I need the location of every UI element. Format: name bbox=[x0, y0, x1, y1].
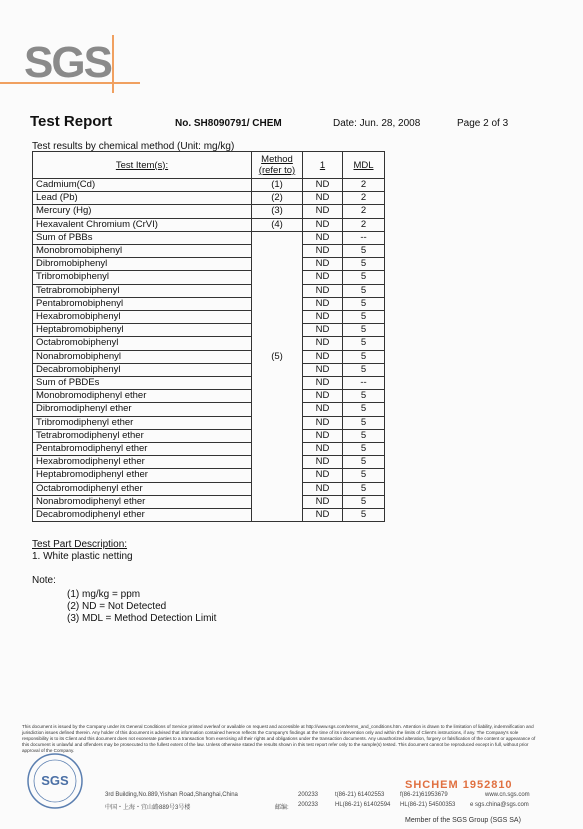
table-row bbox=[33, 403, 385, 416]
report-title: Test Report bbox=[30, 113, 113, 130]
cell-method bbox=[252, 482, 303, 495]
cell-method bbox=[252, 271, 303, 284]
cell-result: ND bbox=[303, 416, 343, 429]
table-row bbox=[33, 245, 385, 258]
cell-mdl: 2 bbox=[343, 205, 385, 218]
cell-test-item: Tribromodiphenyl ether bbox=[33, 416, 252, 429]
table-row bbox=[33, 271, 385, 284]
cell-method bbox=[252, 416, 303, 429]
cell-mdl: 2 bbox=[343, 179, 385, 192]
header-result: 1 bbox=[303, 152, 343, 179]
cell-test-item: Mercury (Hg) bbox=[33, 205, 252, 218]
cell-mdl: 5 bbox=[343, 284, 385, 297]
table-row bbox=[33, 258, 385, 271]
sgs-logo bbox=[22, 35, 112, 85]
cell-mdl: 5 bbox=[343, 297, 385, 310]
cell-mdl: 5 bbox=[343, 509, 385, 522]
cell-test-item: Monobromobiphenyl bbox=[33, 245, 252, 258]
cell-result: ND bbox=[303, 350, 343, 363]
cell-method bbox=[252, 443, 303, 456]
table-row bbox=[33, 443, 385, 456]
cell-method bbox=[252, 231, 303, 244]
address-cn: 中国・上海・宜山路889号3号楼 bbox=[105, 805, 191, 811]
cell-mdl: 5 bbox=[343, 495, 385, 508]
table-row bbox=[33, 363, 385, 376]
cell-method bbox=[252, 495, 303, 508]
cell-test-item: Lead (Pb) bbox=[33, 192, 252, 205]
zip-code: 200233 bbox=[298, 802, 319, 808]
table-caption: Test results by chemical method (Unit: mg/kg) bbox=[32, 141, 235, 152]
cell-test-item: Hexabromodiphenyl ether bbox=[33, 456, 252, 469]
table-row bbox=[33, 390, 385, 403]
cell-result: ND bbox=[303, 311, 343, 324]
cell-mdl: 5 bbox=[343, 482, 385, 495]
cell-test-item: Sum of PBDEs bbox=[33, 377, 252, 390]
cell-method bbox=[252, 337, 303, 350]
table-row bbox=[33, 231, 385, 244]
table-row bbox=[33, 416, 385, 429]
cell-method bbox=[252, 469, 303, 482]
cell-mdl: 5 bbox=[343, 258, 385, 271]
cell-method bbox=[252, 311, 303, 324]
table-header-row bbox=[33, 152, 385, 179]
cell-result: ND bbox=[303, 179, 343, 192]
cell-mdl: 5 bbox=[343, 271, 385, 284]
note-item: (2) ND = Not Detected bbox=[67, 601, 167, 612]
table-row bbox=[33, 482, 385, 495]
cell-test-item: Heptabromodiphenyl ether bbox=[33, 469, 252, 482]
table-row bbox=[33, 509, 385, 522]
cell-method bbox=[252, 377, 303, 390]
page-indicator: Page 2 of 3 bbox=[457, 118, 509, 129]
fax: f(86-21)61953679 bbox=[400, 792, 448, 798]
member-statement: Member of the SGS Group (SGS SA) bbox=[405, 817, 521, 824]
cell-method: (2) bbox=[252, 192, 303, 205]
cell-mdl: -- bbox=[343, 377, 385, 390]
cell-test-item: Nonabromodiphenyl ether bbox=[33, 495, 252, 508]
table-row bbox=[33, 284, 385, 297]
logo-text: SGS bbox=[24, 38, 111, 85]
cell-test-item: Cadmium(Cd) bbox=[33, 179, 252, 192]
cell-mdl: 5 bbox=[343, 456, 385, 469]
cell-result: ND bbox=[303, 363, 343, 376]
cell-result: ND bbox=[303, 218, 343, 231]
cell-mdl: 5 bbox=[343, 337, 385, 350]
zip-code: 200233 bbox=[298, 792, 319, 798]
cell-method bbox=[252, 509, 303, 522]
note-title: Note: bbox=[32, 575, 56, 586]
cell-result: ND bbox=[303, 271, 343, 284]
zip-label: 邮编: bbox=[275, 805, 289, 811]
cell-result: ND bbox=[303, 456, 343, 469]
legal-disclaimer: This document is issued by the Company under its General Conditions of Service printed overleaf or available on request and accessible at http://www.sgs.com/terms_and_conditions.htm. Attention is drawn to the limitation of liability, indemnification and jurisdiction issues defined therein. Any holder of this document is advised that information contained hereon reflects the Company's findings at the time of its intervention only and within the limits of Client's instructions, if any. The Company's sole responsibility is to its Client and this document does not exonerate parties to a transaction from exercising all their rights and obligations under the transaction documents. Any unauthorized alteration, forgery or falsification of the content or appearance of this document is unlawful and offenders may be prosecuted to the fullest extent of the law. Unless otherwise stated the results shown in this test report refer only to the sample(s) tested. This document cannot be reproduced except in full, without prior approval of the Company. bbox=[22, 724, 536, 753]
cell-result: ND bbox=[303, 284, 343, 297]
table-row bbox=[33, 324, 385, 337]
cell-method: (3) bbox=[252, 205, 303, 218]
website-link[interactable]: www.cn.sgs.com bbox=[485, 792, 530, 798]
table-row bbox=[33, 377, 385, 390]
cell-method bbox=[252, 258, 303, 271]
cell-result: ND bbox=[303, 482, 343, 495]
table-row bbox=[33, 429, 385, 442]
cell-mdl: 5 bbox=[343, 245, 385, 258]
cell-method bbox=[252, 284, 303, 297]
cell-result: ND bbox=[303, 403, 343, 416]
cell-result: ND bbox=[303, 337, 343, 350]
cell-test-item: Tetrabromobiphenyl bbox=[33, 284, 252, 297]
table-row bbox=[33, 218, 385, 231]
table-row bbox=[33, 337, 385, 350]
cell-method: (1) bbox=[252, 179, 303, 192]
cell-test-item: Pentabromobiphenyl bbox=[33, 297, 252, 310]
test-part-title: Test Part Description: bbox=[32, 539, 128, 550]
cell-test-item: Decabromodiphenyl ether bbox=[33, 509, 252, 522]
cell-method bbox=[252, 363, 303, 376]
cell-result: ND bbox=[303, 469, 343, 482]
cell-mdl: -- bbox=[343, 231, 385, 244]
cell-result: ND bbox=[303, 258, 343, 271]
cell-result: ND bbox=[303, 324, 343, 337]
test-part-item: 1. White plastic netting bbox=[32, 551, 133, 562]
cell-method bbox=[252, 390, 303, 403]
cell-mdl: 2 bbox=[343, 218, 385, 231]
sgs-seal bbox=[26, 752, 84, 810]
table-row bbox=[33, 469, 385, 482]
telephone: HL(86-21) 61402594 bbox=[335, 802, 391, 808]
cell-mdl: 5 bbox=[343, 390, 385, 403]
header-method: Method (refer to) bbox=[252, 152, 303, 179]
cell-result: ND bbox=[303, 429, 343, 442]
table-row bbox=[33, 297, 385, 310]
cell-result: ND bbox=[303, 443, 343, 456]
cell-mdl: 5 bbox=[343, 443, 385, 456]
logo-accent-line bbox=[112, 35, 114, 93]
report-number: No. SH8090791/ CHEM bbox=[175, 118, 282, 129]
cell-method bbox=[252, 429, 303, 442]
cell-test-item: Dibromodiphenyl ether bbox=[33, 403, 252, 416]
note-item: (1) mg/kg = ppm bbox=[67, 589, 141, 600]
cell-method: (4) bbox=[252, 218, 303, 231]
cell-mdl: 5 bbox=[343, 403, 385, 416]
email-link[interactable]: e sgs.china@sgs.com bbox=[470, 802, 529, 808]
cell-method bbox=[252, 297, 303, 310]
table-row bbox=[33, 179, 385, 192]
cell-mdl: 5 bbox=[343, 429, 385, 442]
cell-test-item: Pentabromodiphenyl ether bbox=[33, 443, 252, 456]
cell-mdl: 5 bbox=[343, 469, 385, 482]
cell-result: ND bbox=[303, 245, 343, 258]
cell-test-item: Nonabromobiphenyl bbox=[33, 350, 252, 363]
cell-mdl: 5 bbox=[343, 324, 385, 337]
table-row bbox=[33, 495, 385, 508]
table-row bbox=[33, 311, 385, 324]
cell-method bbox=[252, 403, 303, 416]
serial-number: SHCHEM 1952810 bbox=[405, 779, 513, 791]
cell-result: ND bbox=[303, 509, 343, 522]
cell-result: ND bbox=[303, 205, 343, 218]
report-date: Date: Jun. 28, 2008 bbox=[333, 118, 421, 129]
table-row bbox=[33, 192, 385, 205]
cell-test-item: Octabromobiphenyl bbox=[33, 337, 252, 350]
cell-result: ND bbox=[303, 231, 343, 244]
cell-method bbox=[252, 245, 303, 258]
telephone: t(86-21) 61402553 bbox=[335, 792, 385, 798]
cell-test-item: Hexavalent Chromium (CrVI) bbox=[33, 218, 252, 231]
cell-result: ND bbox=[303, 377, 343, 390]
cell-method bbox=[252, 324, 303, 337]
cell-test-item: Hexabromobiphenyl bbox=[33, 311, 252, 324]
cell-test-item: Sum of PBBs bbox=[33, 231, 252, 244]
cell-method: (5) bbox=[252, 350, 303, 363]
cell-mdl: 5 bbox=[343, 416, 385, 429]
header-test-item: Test Item(s): bbox=[33, 152, 252, 179]
address-en: 3rd Building,No.889,Yishan Road,Shanghai,China bbox=[105, 792, 238, 798]
cell-result: ND bbox=[303, 495, 343, 508]
note-item: (3) MDL = Method Detection Limit bbox=[67, 613, 217, 624]
cell-test-item: Octabromodiphenyl ether bbox=[33, 482, 252, 495]
header-mdl: MDL bbox=[343, 152, 385, 179]
cell-result: ND bbox=[303, 390, 343, 403]
cell-mdl: 5 bbox=[343, 363, 385, 376]
table-row bbox=[33, 456, 385, 469]
cell-mdl: 5 bbox=[343, 350, 385, 363]
cell-mdl: 5 bbox=[343, 311, 385, 324]
cell-test-item: Heptabromobiphenyl bbox=[33, 324, 252, 337]
cell-result: ND bbox=[303, 192, 343, 205]
cell-test-item: Tribromobiphenyl bbox=[33, 271, 252, 284]
cell-test-item: Decabromobiphenyl bbox=[33, 363, 252, 376]
fax: HL(86-21) 54500353 bbox=[400, 802, 456, 808]
results-table bbox=[32, 151, 385, 522]
cell-test-item: Dibromobiphenyl bbox=[33, 258, 252, 271]
cell-mdl: 2 bbox=[343, 192, 385, 205]
table-row bbox=[33, 350, 385, 363]
svg-text:SGS: SGS bbox=[41, 773, 69, 788]
table-row bbox=[33, 205, 385, 218]
cell-result: ND bbox=[303, 297, 343, 310]
cell-test-item: Tetrabromodiphenyl ether bbox=[33, 429, 252, 442]
cell-method bbox=[252, 456, 303, 469]
cell-test-item: Monobromodiphenyl ether bbox=[33, 390, 252, 403]
